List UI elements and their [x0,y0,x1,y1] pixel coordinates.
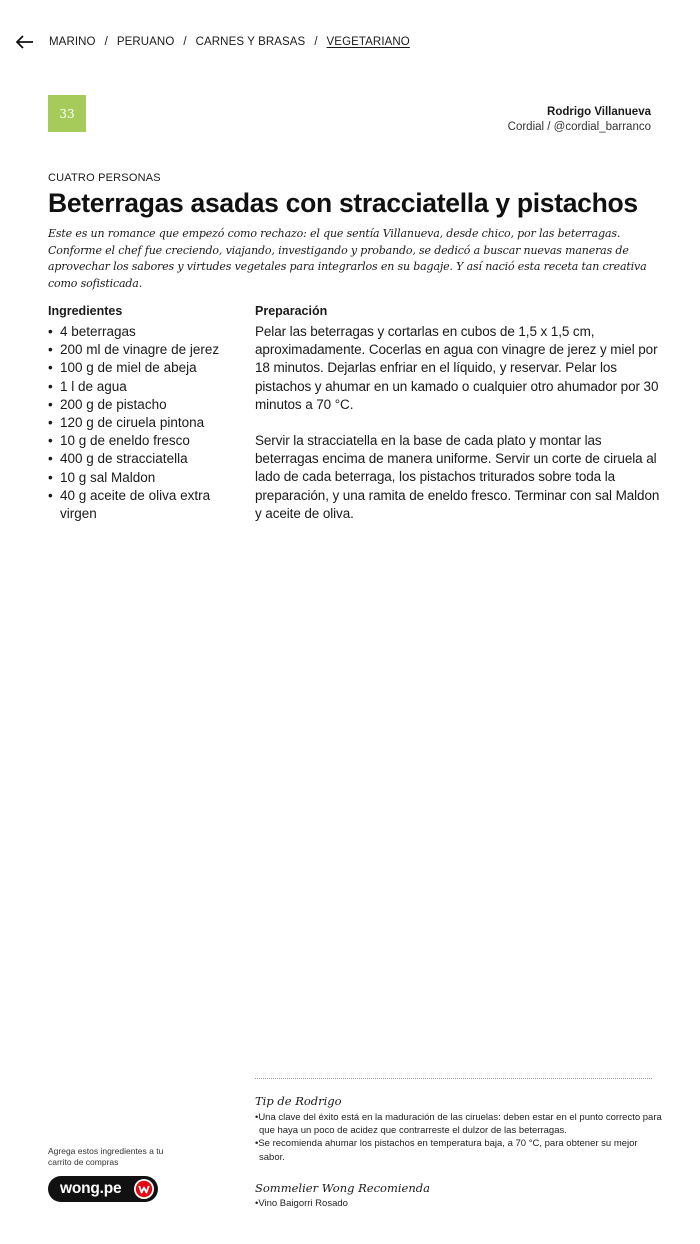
breadcrumb-nav [16,32,410,52]
ingredient-text: 200 g de pistacho [60,396,167,412]
list-item [48,487,238,523]
list-item [48,469,238,487]
preparation-paragraph: Servir la stracciatella en la base de cada plato y montar las beterragas encima de manera uniforme. Servir un corte de ciruela al lado de cada beterraga, los pistachos triturados sobre toda la preparación, y una ramita de eneldo fresco. Terminar con sal Maldon y aceite de oliva. [255,433,660,521]
bullet: • [48,342,53,358]
ingredients-section [48,303,238,523]
list-item [48,414,238,432]
wong-cart-button[interactable] [48,1176,158,1202]
section-divider [255,1078,652,1079]
back-arrow-icon[interactable] [16,35,34,49]
bullet: • [48,451,53,467]
servings-label: CUATRO PERSONAS [48,172,161,184]
ingredient-text: 200 ml de vinagre de jerez [60,342,220,358]
tip-item: •Se recomienda ahumar los pistachos en temperatura baja, a 70 °C, para obtener su mejor sabor. [255,1138,638,1163]
bullet: • [48,433,53,449]
list-item [48,396,238,414]
ingredient-text: 1 l de agua [60,378,127,394]
breadcrumb-vegetariano[interactable]: VEGETARIANO [326,36,410,48]
list-item [48,432,238,450]
list-item [48,323,238,341]
tip-item: •Una clave del éxito está en la maduración de las ciruelas: deben estar en el punto correcto para que haya un poco de acidez que contrarreste el dulzor de las beterragas. [255,1112,662,1137]
bullet: • [48,360,53,376]
breadcrumb-peruano[interactable]: PERUANO [116,36,175,48]
ingredient-text: 400 g de stracciatella [60,451,188,467]
cart-hint: Agrega estos ingredientes a tu carrito de compras [48,1146,164,1167]
breadcrumb-separator: / [104,36,108,48]
author-handle: Cordial / @cordial_barranco [507,121,651,133]
sommelier-item: •Vino Baigorri Rosado [255,1197,348,1209]
bullet: • [48,324,53,339]
list-item [48,450,238,468]
list-item [48,341,238,359]
preparation-paragraph: Pelar las beterragas y cortarlas en cubos de 1,5 x 1,5 cm, aproximadamente. Cocerlas en agua con vinagre de jerez y miel por 18 minutos. Dejarlas enfriar en el líquido, y reservar. Pelar los pistachos y ahumar en un kamado o cualquier otro ahumador por 30 minutos a 70 °C. [255,324,659,412]
ingredient-text: 10 g sal Maldon [60,469,156,485]
preparation-heading: Preparación [255,304,328,318]
breadcrumb-separator: / [183,36,187,48]
ingredients-heading: Ingredientes [48,304,123,318]
recipe-title: Beterragas asadas con stracciatella y pistachos [48,188,638,218]
bullet: • [48,487,53,503]
ingredient-text: 10 g de eneldo fresco [60,433,190,449]
bullet: • [48,378,53,394]
bullet: • [48,415,53,431]
wong-button-label: wong.pe [60,1180,122,1197]
ingredient-text: 100 g de miel de abeja [60,360,197,376]
recipe-intro: Este es un romance que empezó como rechazo: el que sentía Villanueva, desde chico, por las beterragas. Conforme el chef fue creciendo, viajando, investigando y probando, se dedicó a buscar nuevas maneras de aprovechar los sabores y virtudes vegetales para integrarlos en su bagaje. Y así nació esta receta tan creativa como sofisticada. [48,227,647,290]
ingredient-text: 4 beterragas [60,324,136,339]
tip-heading: Tip de Rodrigo [255,1094,342,1108]
breadcrumb-carnes-y-brasas[interactable]: CARNES Y BRASAS [195,36,306,48]
tips-section [255,1094,665,1210]
page-number-badge: 33 [48,95,86,132]
ingredient-text: 40 g aceite de oliva extra virgen [60,487,211,522]
preparation-section [255,303,660,541]
wong-w-icon [134,1179,154,1199]
breadcrumb-marino[interactable]: MARINO [49,36,96,48]
ingredients-list [48,323,238,523]
list-item [48,378,238,396]
bullet: • [48,469,53,485]
bullet: • [48,396,53,412]
author-name: Rodrigo Villanueva [547,106,651,118]
ingredient-text: 120 g de ciruela pintona [60,415,205,431]
author-block [508,105,651,135]
list-item [48,359,238,377]
sommelier-heading: Sommelier Wong Recomienda [255,1180,430,1195]
breadcrumb-separator: / [314,36,318,48]
